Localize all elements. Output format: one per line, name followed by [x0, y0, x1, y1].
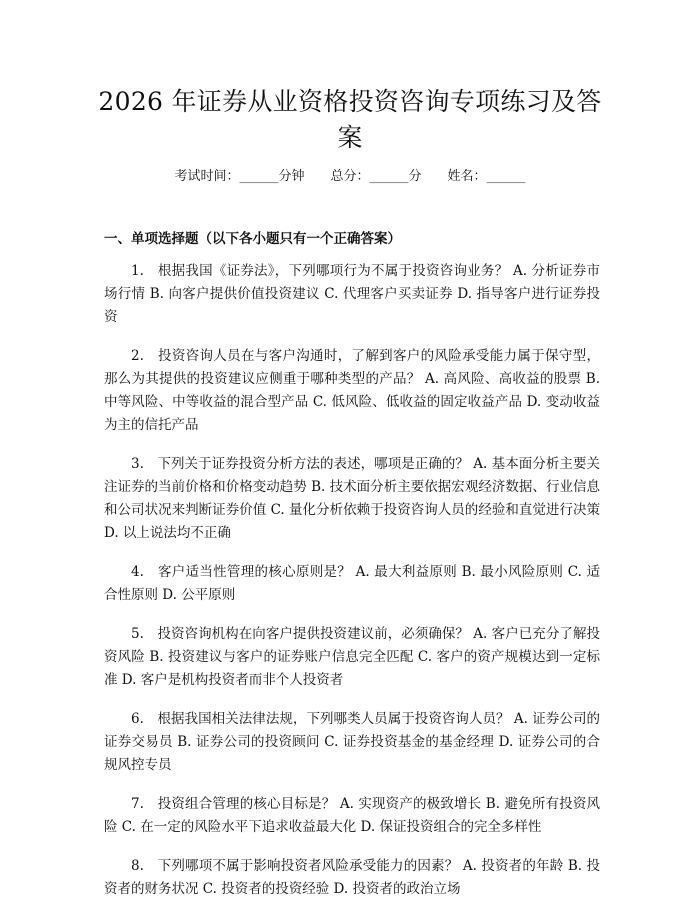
- question-item: 5. 投资咨询机构在向客户提供投资建议前，必须确保？ A. 客户已充分了解投资风险 B. 投资建议与客户的证券账户信息完全匹配 C. 客户的资产规模达到一定标准 D. 客户是机构投资者而非个人投资者: [104, 626, 600, 688]
- exam-time-blank: ______: [239, 169, 279, 184]
- question-item: 4. 客户适当性管理的核心原则是？ A. 最大利益原则 B. 最小风险原则 C. 适合性原则 D. 公平原则: [104, 564, 600, 603]
- total-score-unit: 分: [408, 169, 422, 184]
- exam-time-label: 考试时间：: [174, 169, 240, 184]
- question-item: 8. 下列哪项不属于影响投资者风险承受能力的因素？ A. 投资者的年龄 B. 投资者的财务状况 C. 投资者的投资经验 D. 投资者的政治立场: [104, 858, 600, 897]
- exam-info-line: [0, 168, 700, 186]
- question-item: 2. 投资咨询人员在与客户沟通时，了解到客户的风险承受能力属于保守型，那么为其提供的投资建议应侧重于哪种类型的产品？ A. 高风险、高收益的股票 B. 中等风险、中等收益的混合型产品 C. 低风险、低收益的固定收益产品 D. 变动收益为主的信托产品: [104, 348, 600, 433]
- question-list: [104, 260, 600, 917]
- question-item: 3. 下列关于证券投资分析方法的表述，哪项是正确的？ A. 基本面分析主要关注证券的当前价格和价格变动趋势 B. 技术面分析主要依据宏观经济数据、行业信息和公司状况来判断证券价值 C. 量化分析依赖于投资咨询人员的经验和直觉进行决策 D. 以上说法均不正确: [104, 456, 600, 541]
- total-score-blank: ______: [369, 169, 409, 184]
- total-score-label: 总分：: [330, 169, 370, 184]
- question-item: 7. 投资组合管理的核心目标是？ A. 实现资产的极致增长 B. 避免所有投资风险 C. 在一定的风险水平下追求收益最大化 D. 保证投资组合的完全多样性: [104, 796, 600, 835]
- section-heading: 一、单项选择题（以下各小题只有一个正确答案）: [104, 231, 401, 247]
- question-item: 1. 根据我国《证券法》，下列哪项行为不属于投资咨询业务？ A. 分析证券市场行情 B. 向客户提供价值投资建议 C. 代理客户买卖证券 D. 指导客户进行证券投资: [104, 263, 600, 325]
- question-item: 6. 根据我国相关法律法规，下列哪类人员属于投资咨询人员？ A. 证券公司的证券交易员 B. 证券公司的投资顾问 C. 证券投资基金的基金经理 D. 证券公司的合规风控专员: [104, 711, 600, 773]
- name-label: 姓名：: [447, 169, 487, 184]
- exam-time-unit: 分钟: [278, 169, 305, 184]
- document-title: 2026 年证券从业资格投资咨询专项练习及答案: [98, 87, 602, 152]
- name-blank: ______: [486, 169, 526, 184]
